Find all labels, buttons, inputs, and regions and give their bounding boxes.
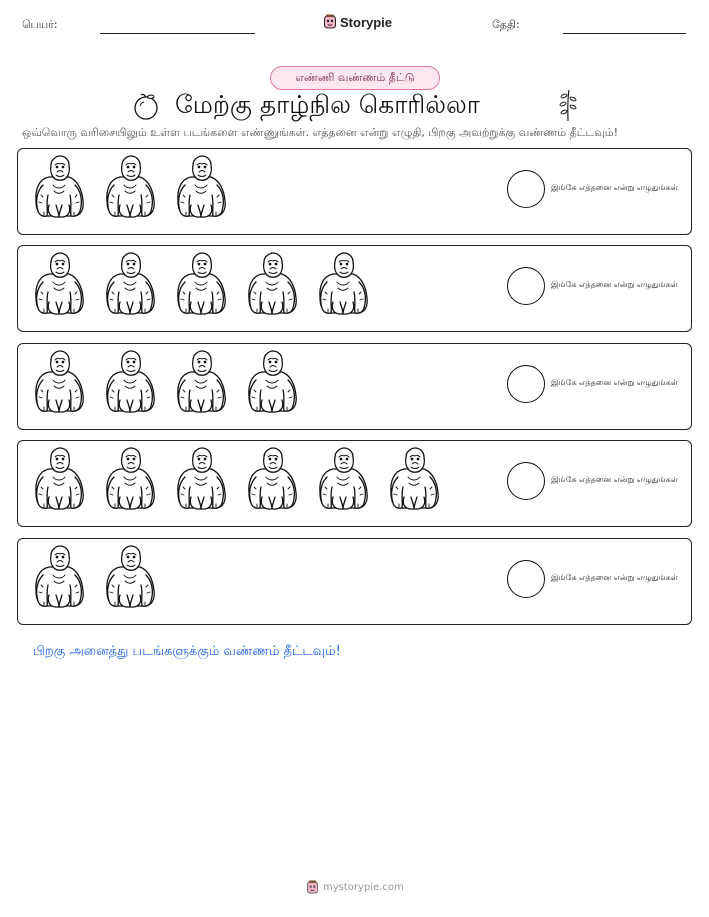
answer-circle[interactable]	[507, 365, 545, 403]
answer-hint: இங்கே எத்தனை என்று எழுதுங்கள்	[551, 378, 678, 387]
instructions-text: ஒவ்வொரு வரிசையிலும் உள்ள படங்களை எண்ணுங்கள். எத்தனை என்று எழுதி, பிறகு அவற்றுக்கு வண்ணம் தீட்டவும்!	[22, 126, 619, 139]
gorilla-picture	[100, 252, 160, 318]
storypie-mascot-icon	[306, 880, 319, 895]
answer-circle[interactable]	[507, 170, 545, 208]
count-row	[17, 245, 692, 332]
answer-circle[interactable]	[507, 560, 545, 598]
gorilla-picture	[100, 545, 160, 611]
name-label: பெயர்:	[22, 18, 58, 31]
plant-sprig-icon	[556, 88, 580, 122]
name-line	[100, 33, 255, 34]
gorilla-picture	[29, 252, 89, 318]
gorilla-picture	[313, 447, 373, 513]
brand-name: Storypie	[340, 14, 393, 30]
gorilla-picture	[100, 155, 160, 221]
gorilla-picture	[29, 447, 89, 513]
answer-hint: இங்கே எத்தனை என்று எழுதுங்கள்	[551, 280, 678, 289]
answer-circle[interactable]	[507, 267, 545, 305]
gorilla-picture	[313, 252, 373, 318]
date-line	[563, 33, 686, 34]
answer-circle[interactable]	[507, 462, 545, 500]
gorilla-picture	[171, 350, 231, 416]
answer-hint: இங்கே எத்தனை என்று எழுதுங்கள்	[551, 183, 678, 192]
gorilla-picture	[29, 545, 89, 611]
answer-hint: இங்கே எத்தனை என்று எழுதுங்கள்	[551, 573, 678, 582]
worksheet-type-badge: எண்ணி வண்ணம் தீட்டு	[270, 66, 440, 90]
gorilla-picture	[242, 252, 302, 318]
gorilla-picture	[29, 350, 89, 416]
gorilla-picture	[171, 155, 231, 221]
count-row	[17, 538, 692, 625]
gorilla-picture	[242, 350, 302, 416]
gorilla-picture	[171, 447, 231, 513]
gorilla-picture	[29, 155, 89, 221]
footer-instruction: பிறகு அனைத்து படங்களுக்கும் வண்ணம் தீட்டவும்!	[33, 644, 341, 659]
worksheet-header	[0, 14, 709, 38]
answer-hint: இங்கே எத்தனை என்று எழுதுங்கள்	[551, 475, 678, 484]
gorilla-picture	[384, 447, 444, 513]
site-url: mystorypie.com	[323, 882, 404, 893]
count-row	[17, 148, 692, 235]
count-row	[17, 343, 692, 430]
date-label: தேதி:	[492, 18, 520, 31]
title-row	[0, 88, 709, 124]
page-title: மேற்கு தாழ்நில கொரில்லா	[175, 90, 480, 119]
storypie-logo	[323, 14, 392, 30]
gorilla-picture	[242, 447, 302, 513]
count-row	[17, 440, 692, 527]
gorilla-picture	[171, 252, 231, 318]
orange-icon	[131, 91, 161, 121]
storypie-mascot-icon	[323, 14, 337, 30]
site-footer	[306, 880, 404, 895]
gorilla-picture	[100, 350, 160, 416]
gorilla-picture	[100, 447, 160, 513]
